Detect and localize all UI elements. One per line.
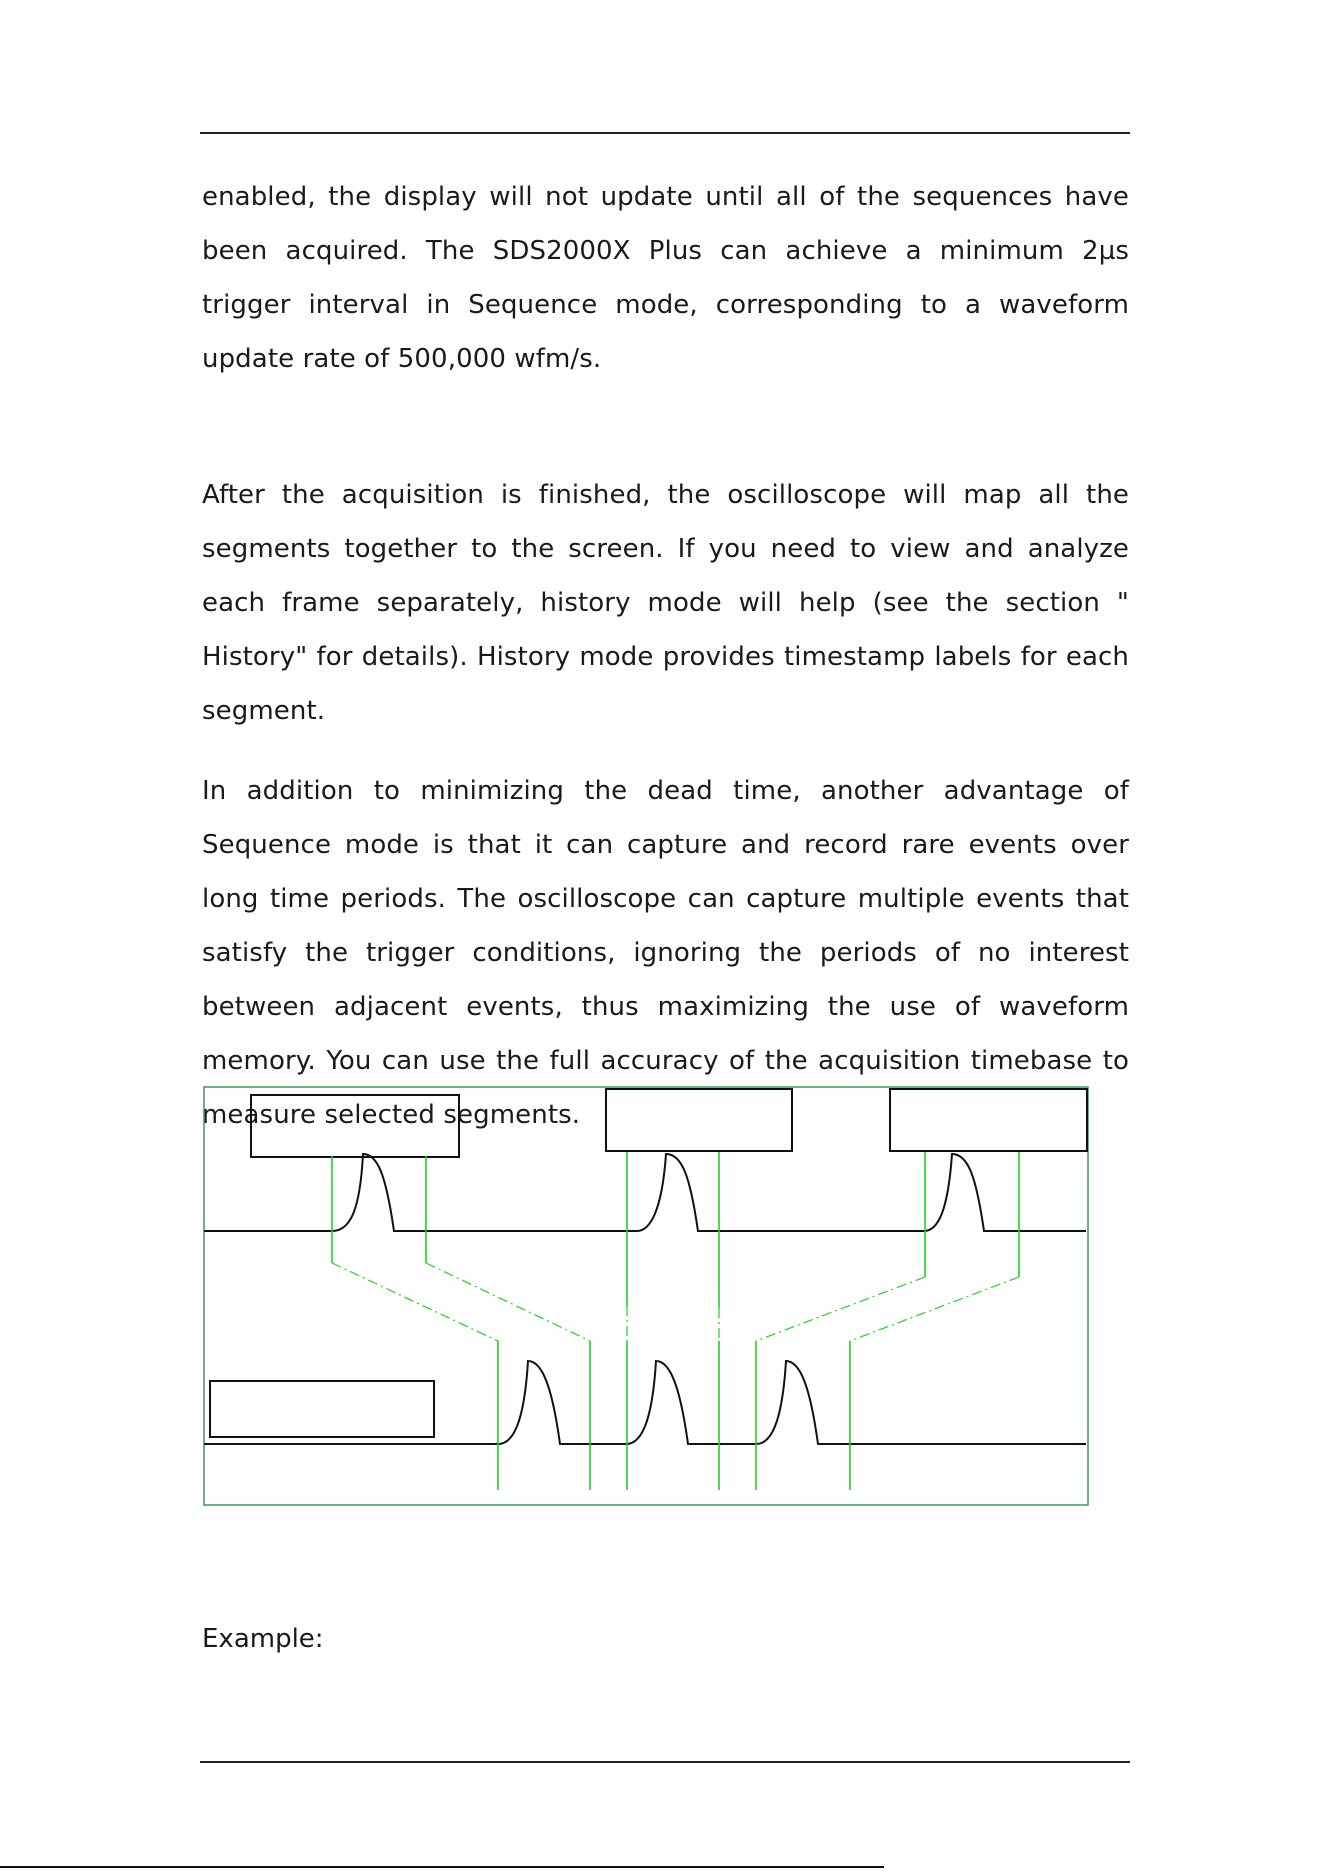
sequence-mode-diagram-svg (200, 1086, 1090, 1508)
footer-rule (200, 1761, 1130, 1763)
upper-waveform (204, 1154, 1086, 1231)
diagram-frame (204, 1087, 1088, 1505)
paragraph-3: In addition to minimizing the dead time, another advantage of Sequence mode is that it can capture and record rare events over long time periods. The oscilloscope can capture multiple events that satisfy the trigger conditions, ignoring the periods of no interest between adjacent events, thus maximizing the use of waveform memory. You can use the full accuracy of the acquisition timebase to measure selected segments. (202, 776, 1129, 1130)
connector-1b (426, 1263, 590, 1341)
sequence-mode-diagram (200, 1086, 1090, 1508)
connector-3a (756, 1277, 925, 1341)
paragraph-1: enabled, the display will not update until all of the sequences have been acquired. The SDS2000X Plus can achieve a minimum 2µs trigger interval in Sequence mode, corresponding to a waveform update rate of 500,000 wfm/s. (202, 182, 1129, 374)
mapping-connectors (332, 1263, 1019, 1341)
upper-label-box-3 (890, 1089, 1087, 1151)
connector-1a (332, 1263, 498, 1341)
header-rule (200, 132, 1130, 134)
lower-markers (498, 1341, 850, 1490)
lower-waveform (204, 1361, 1086, 1444)
paragraph-2: After the acquisition is finished, the oscilloscope will map all the segments together to the screen. If you need to view and analyze each frame separately, history mode will help (see the section " History" for details). History mode provides timestamp labels for each segment. (202, 480, 1129, 726)
upper-label-box-1 (251, 1095, 459, 1157)
connector-3b (850, 1277, 1019, 1341)
upper-label-box-2 (606, 1089, 792, 1151)
example-heading: Example: (202, 1624, 324, 1654)
lower-label-box (210, 1381, 434, 1437)
page-bottom-edge (0, 1866, 884, 1868)
